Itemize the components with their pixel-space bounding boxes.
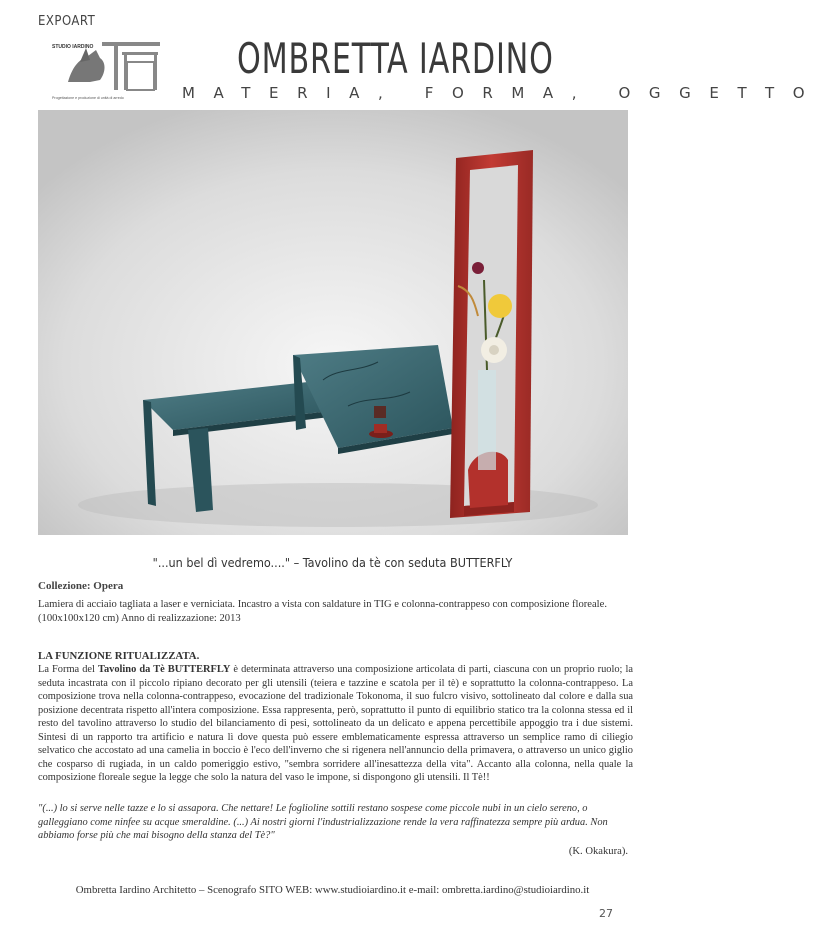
product-photo [38,110,628,535]
photo-caption: "...un bel dì vedremo...." – Tavolino da tè con seduta BUTTERFLY [152,555,513,570]
quote-author: (K. Okakura). [568,846,628,857]
logo-caption: Progettazione e produzione di unità di arredo [52,96,124,100]
body-intro: La Forma del [38,664,98,675]
section-heading: LA FUNZIONE RITUALIZZATA. [38,650,200,662]
article-body [38,663,633,785]
section-tag: EXPOART [38,14,96,29]
collection-label: Collezione: Opera [38,580,124,592]
product-description: Lamiera di acciaio tagliata a laser e verniciata. Incastro a vista con saldature in TIG e colonna-contrappeso con composizione floreale. (100x100x120 cm) Anno di realizzazione: 2013 [38,599,607,624]
tea-table-image [38,110,628,535]
page-subtitle: MATERIA, FORMA, OGGETTO [182,84,823,102]
page-number: 27 [599,907,613,920]
quote-text: "(...) lo si serve nelle tazze e lo si assapora. Che nettare! Le foglioline sottili restano sospese come piccole nubi in un cielo sereno, o galleggiano come ninfee su acque smeraldine. (...) Ai nostri giorni l'industrializzazione rende la vera raffinatezza sempre più ardua. Non abbiamo forse più che mai bisogno della stanza del Tè?" [38,803,608,841]
page-title: OMBRETTA IARDINO [237,34,554,83]
logo-text: STUDIO IARDINO [52,44,94,50]
body-rest: è determinata attraverso una composizione articolata di parti, ciascuna con un proprio ruolo; la seduta incastrata con il piccolo ripiano decorato per gli utensili (teiera e tazzine e scatola per il tè) e soprattutto la colonna-contrappeso. La composizione trova nella colonna-contrappeso, evocazione del tradizionale Tokonoma, il suo fulcro visivo, sottolineato dal colore e dalla sua posizione decentrata rispetto all'intera composizione. Essa rappresenta, però, soprattutto il punto di equilibrio statico tra la colonna stessa ed il resto del tavolino attraverso lo studio del bilanciamento di pesi, sottolineato da un delicato e appena percettibile appoggio tra i due sistemi. Sintesi di un rapporto tra artificio e natura lì dove questa può essere emblematicamente espressa attraverso un semplice ramo di ciliegio selvatico che accostato ad una camelia in boccio è l'eco dell'inverno che si rigenera nell'annuncio della primavera, o attraverso un unico giglio che cosparso di rugiada, in un caldo pomeriggio estivo, "sembra sorridere all'inesattezza della vita". Accanto alla colonna, nella quale la composizione floreale segue la legge che solo la natura del vaso le impone, si dispongono gli utensili. Il Tè!! [38,664,633,783]
footer-contact: Ombretta Iardino Architetto – Scenografo SITO WEB: www.studioiardino.it e-mail: ombretta.iardino@studioiardino.it [75,884,590,896]
studio-logo [50,38,162,102]
product-name: Tavolino da Tè BUTTERFLY [97,664,231,675]
